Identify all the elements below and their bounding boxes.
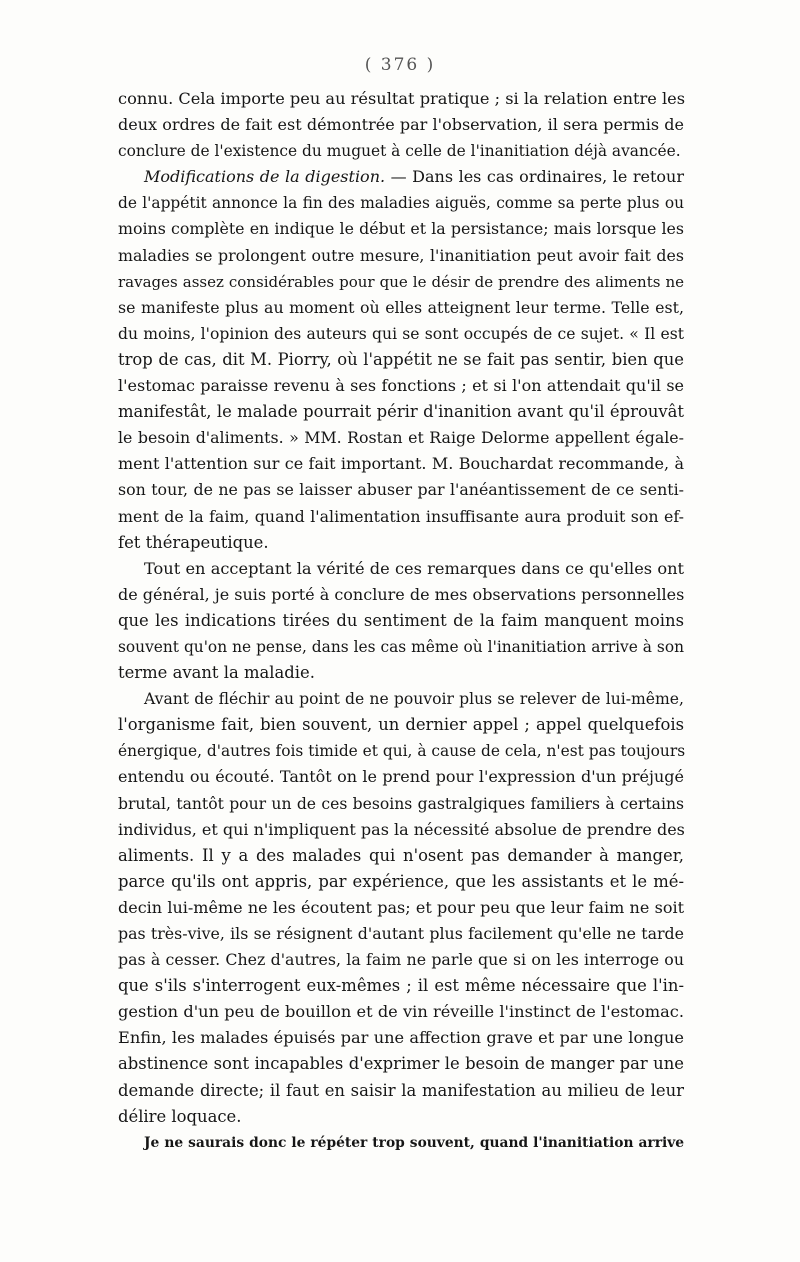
line-text: terme avant la maladie. [118, 663, 315, 683]
line-text: parce qu'ils ont appris, par expérience, que les assistants et le mé- [118, 871, 684, 891]
page-number: ( 376 ) [364, 55, 436, 75]
line-text: ravages assez considérables pour que le désir de prendre des aliments ne [118, 272, 684, 291]
line-text: individus, et qui n'impliquent pas la nécessité absolue de prendre des [118, 819, 685, 839]
text-line [118, 738, 684, 764]
text-line [118, 1130, 684, 1156]
text-line [118, 373, 684, 399]
line-text: son tour, de ne pas se laisser abuser par l'anéantissement de ce senti- [118, 480, 684, 500]
text-line [118, 582, 684, 608]
text-line [118, 269, 684, 295]
line-text: le besoin d'aliments. » MM. Rostan et Raige Delorme appellent égale- [118, 428, 684, 448]
line-text: abstinence sont incapables d'exprimer le besoin de manger par une [118, 1054, 684, 1074]
text-line [118, 425, 684, 451]
line-text: aliments. Il y a des malades qui n'osent pas demander à manger, [118, 845, 684, 865]
line-text: l'estomac paraisse revenu à ses fonctions ; et si l'on attendait qu'il se [118, 376, 684, 396]
line-text: brutal, tantôt pour un de ces besoins gastralgiques familiers à certains [118, 794, 684, 813]
text-line [118, 869, 684, 895]
text-line [118, 608, 684, 634]
line-text: decin lui-même ne les écoutent pas; et pour peu que leur faim ne soit [118, 897, 684, 917]
text-line [118, 530, 684, 556]
line-text: que les indications tirées du sentiment de la faim manquent moins [118, 610, 684, 630]
line-text: moins complète en indique le début et la persistance; mais lorsque les [118, 219, 684, 239]
text-line [118, 1051, 684, 1077]
line-text: ment l'attention sur ce fait important. M. Bouchardat recommande, à [118, 454, 684, 474]
line-text: maladies se prolongent outre mesure, l'inanitiation peut avoir fait des [118, 245, 684, 265]
line-text: ment de la faim, quand l'alimentation insuffisante aura produit son ef- [118, 506, 684, 526]
line-text: Enfin, les malades épuisés par une affection grave et par une longue [118, 1028, 684, 1048]
text-line [118, 1078, 684, 1104]
text-line [118, 86, 684, 112]
line-text: délire loquace. [118, 1106, 242, 1126]
text-line [118, 190, 684, 216]
line-text: pas très-vive, ils se résignent d'autant plus facilement qu'elle ne tarde [118, 924, 684, 943]
line-text: énergique, d'autres fois timide et qui, à cause de cela, n'est pas toujours [118, 742, 686, 761]
text-line [118, 347, 684, 373]
text-line [118, 817, 684, 843]
line-text: entendu ou écouté. Tantôt on le prend pour l'expression d'un préjugé [118, 767, 684, 787]
text-line [118, 295, 684, 321]
text-line [118, 556, 684, 582]
text-line [118, 112, 684, 138]
section-heading: Modifications de la digestion. [144, 167, 386, 187]
text-line [118, 216, 684, 242]
text-line [118, 764, 684, 790]
body-text [118, 86, 684, 1156]
line-text: — Dans les cas ordinaires, le retour [385, 167, 685, 187]
line-text: l'organisme fait, bien souvent, un dernier appel ; appel quelquefois [118, 715, 684, 735]
text-line [118, 895, 684, 921]
line-text: de général, je suis porté à conclure de mes observations personnelles [118, 584, 685, 604]
text-line [118, 243, 684, 269]
line-text: connu. Cela importe peu au résultat pratique ; si la relation entre les [118, 89, 686, 108]
text-line [118, 321, 684, 347]
line-text: fet thérapeutique. [118, 532, 269, 552]
text-line [118, 999, 684, 1025]
text-line [118, 399, 684, 425]
text-line [118, 973, 684, 999]
line-text: Avant de fléchir au point de ne pouvoir plus se relever de lui-même, [144, 690, 684, 709]
text-line [118, 660, 684, 686]
line-text: deux ordres de fait est démontrée par l'observation, il sera permis de [118, 115, 684, 135]
text-line [118, 164, 684, 190]
text-line [118, 1104, 684, 1130]
line-text: Tout en acceptant la vérité de ces remarques dans ce qu'elles ont [144, 558, 684, 578]
line-text: souvent qu'on ne pense, dans les cas même où l'inanitiation arrive à son [118, 637, 684, 656]
text-line [118, 504, 684, 530]
text-line [118, 921, 684, 947]
line-text: Je ne saurais donc le répéter trop souvent, quand l'inanitiation arrive [144, 1134, 684, 1151]
text-line [118, 947, 684, 973]
text-line [118, 791, 684, 817]
text-line [118, 138, 684, 164]
line-text: de l'appétit annonce la fin des maladies aiguës, comme sa perte plus ou [118, 194, 684, 213]
text-line [118, 843, 684, 869]
text-line [118, 712, 684, 738]
text-line [118, 686, 684, 712]
text-line [118, 451, 684, 477]
line-text: conclure de l'existence du muguet à celle de l'inanitiation déjà avancée. [118, 142, 681, 161]
text-line [118, 634, 684, 660]
line-text: trop de cas, dit M. Piorry, où l'appétit ne se fait pas sentir, bien que [118, 349, 684, 369]
line-text: demande directe; il faut en saisir la manifestation au milieu de leur [118, 1080, 684, 1100]
line-text: manifestât, le malade pourrait périr d'inanition avant qu'il éprouvât [118, 402, 684, 422]
text-line [118, 477, 684, 503]
line-text: se manifeste plus au moment où elles atteignent leur terme. Telle est, [118, 297, 684, 317]
text-line [118, 1025, 684, 1051]
line-text: que s'ils s'interrogent eux-mêmes ; il est même nécessaire que l'in- [118, 976, 684, 996]
line-text: pas à cesser. Chez d'autres, la faim ne parle que si on les interroge ou [118, 950, 684, 970]
line-text: gestion d'un peu de bouillon et de vin réveille l'instinct de l'estomac. [118, 1002, 684, 1022]
line-text: du moins, l'opinion des auteurs qui se sont occupés de ce sujet. « Il est [118, 324, 684, 343]
